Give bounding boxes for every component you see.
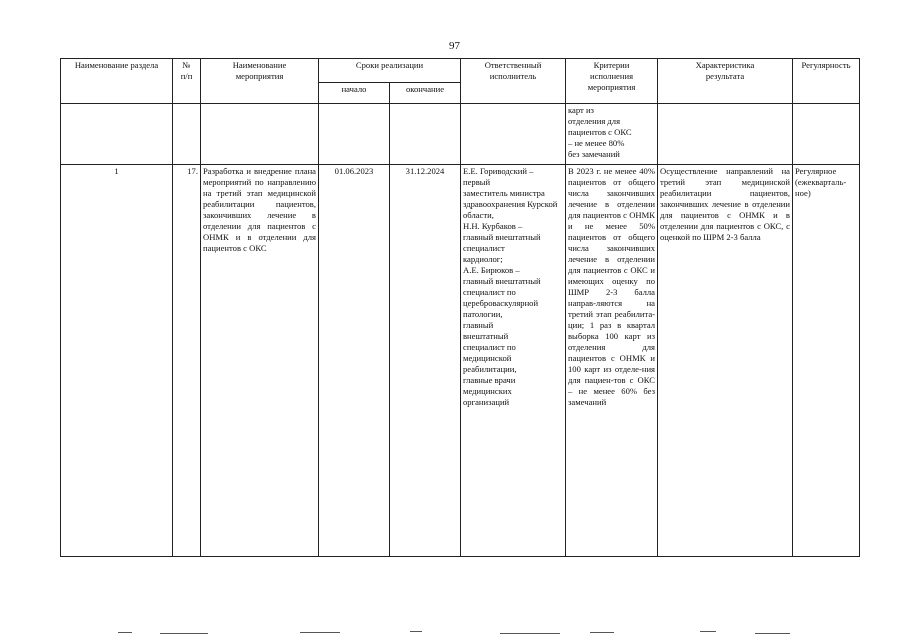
continuation-section-cell xyxy=(61,104,173,165)
scan-artifact-line xyxy=(700,631,716,632)
scan-artifact-line xyxy=(160,633,208,634)
page-number: 97 xyxy=(449,40,460,52)
continuation-responsible-cell xyxy=(461,104,566,165)
scan-artifact-line xyxy=(300,632,340,633)
continuation-criteria-cell: карт из отделения для пациентов с ОКС – не менее 80% без замечаний xyxy=(566,104,658,165)
continuation-end-cell xyxy=(390,104,461,165)
header-start: начало xyxy=(319,83,390,104)
header-terms: Сроки реализации xyxy=(319,59,461,83)
start-date-cell: 01.06.2023 xyxy=(319,165,390,557)
table-row xyxy=(61,165,860,557)
continuation-start-cell xyxy=(319,104,390,165)
item-number-cell: 17. xyxy=(173,165,201,557)
measures-table xyxy=(60,58,860,557)
continuation-row xyxy=(61,104,860,165)
header-end: окончание xyxy=(390,83,461,104)
continuation-event-cell xyxy=(201,104,319,165)
end-date-cell: 31.12.2024 xyxy=(390,165,461,557)
header-row-1 xyxy=(61,59,860,83)
header-responsible: Ответственный исполнитель xyxy=(461,59,566,104)
scan-artifact-line xyxy=(410,631,422,632)
section-number-cell: 1 xyxy=(61,165,173,557)
continuation-number-cell xyxy=(173,104,201,165)
event-name-cell: Разработка и внедрение плана мероприятий по направлению на третий этап медицинской реабилитации пациентов, закончивших лечение в отделении для пациентов с ОНМК и в отделении для пациентов с ОКС xyxy=(201,165,319,557)
continuation-regularity-cell xyxy=(793,104,860,165)
responsible-cell: Е.Е. Гоpиводский – первый заместитель министра здравоохранения Курской области, Н.Н. Курбаков – главный внештатный специалист кардиолог; А.Е. Бирюков – главный внештатный специалист по цереброваскулярной патологии, главный внештатный специалист по медицинской реабилитации, главные врачи медицинских организаций xyxy=(461,165,566,557)
scan-artifact-line xyxy=(118,632,132,633)
header-criteria: Критерии исполнения мероприятия xyxy=(566,59,658,104)
header-event-name: Наименование мероприятия xyxy=(201,59,319,104)
scan-artifact-line xyxy=(500,633,560,634)
header-result: Характеристика результата xyxy=(658,59,793,104)
header-number: № п/п xyxy=(173,59,201,104)
regularity-cell: Регулярное (ежекварталь- ное) xyxy=(793,165,860,557)
criteria-cell: В 2023 г. не менее 40% пациентов от общего числа закончивших лечение в отделении для пациентов с ОНМК и не менее 50% пациентов от общего числа закончивших лечение в отделении для пациентов с ОКС и имеющих оценку по ШМР 2-3 балла направ-ляются на третий этап реабилита-ции; 1 раз в квартал выборка 100 карт из отделения для пациентов с ОНМК и 100 карт из отделе-ния для пациен-тов с ОКС – не менее 60% без замечаний xyxy=(566,165,658,557)
result-cell: Осуществление направлений на третий этап медицинской реабилитации пациентов, закончивших лечение в отделении для пациентов с ОНМК и в отделении для пациентов с ОКС, с оценкой по ШРМ 2-3 балла xyxy=(658,165,793,557)
header-section: Наименование раздела xyxy=(61,59,173,104)
continuation-result-cell xyxy=(658,104,793,165)
header-regularity: Регулярность xyxy=(793,59,860,104)
scan-artifact-line xyxy=(755,633,790,634)
scan-artifact-line xyxy=(590,632,614,633)
